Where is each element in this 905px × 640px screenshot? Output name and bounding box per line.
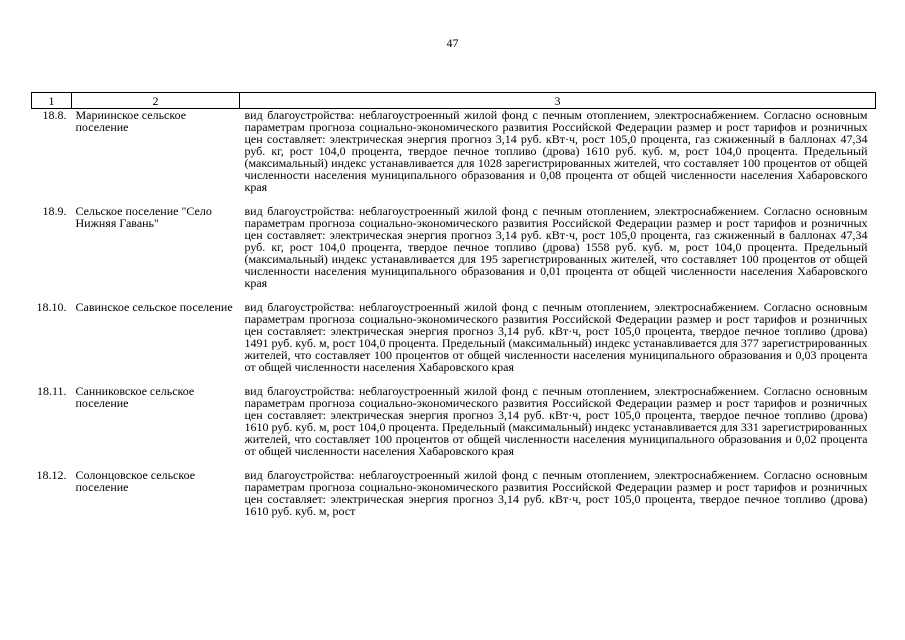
column-header-description: 3: [240, 93, 876, 109]
settlement-name: Савинское сельское поселение: [75, 300, 233, 314]
table-row: [32, 301, 876, 385]
row-number: 18.9.: [42, 204, 67, 218]
settlement-description: вид благоустройства: неблагоустроенный жилой фонд с печным отоплением, электроснабжением. Согласно основным параметрам прогноза социально-экономического развития Российской Федерации размер и рост тарифов и розничных цен составляет: электрическая энергия прогноз 3,14 руб. кВт·ч, рост 105,0 процента, газ сжиженный в баллонах 47,34 руб. кг, рост 104,0 процента, твердое печное топливо (дрова) 1558 руб. куб. м, рост 104,0 процента. Предельный (максимальный) индекс устанавливается для 195 зарегистрированных жителей, что составляет 100 процентов от общей численности населения муниципального образования и 0,01 процента от общей численности населения Хабаровского края: [244, 204, 868, 290]
settlement-description: вид благоустройства: неблагоустроенный жилой фонд с печным отоплением, электроснабжением. Согласно основным параметрам прогноза социально-экономического развития Российской Федерации размер и рост тарифов и розничных цен составляет: электрическая энергия прогноз 3,14 руб. кВт·ч, рост 105,0 процента, твердое печное топливо (дрова) 1610 руб. куб. м, рост: [244, 468, 868, 518]
page-number: 47: [446, 36, 459, 50]
column-header-number: 1: [32, 93, 72, 109]
table-row: [32, 385, 876, 469]
settlement-name: Мариинское сельское поселение: [75, 108, 187, 134]
settlement-description: вид благоустройства: неблагоустроенный жилой фонд с печным отоплением, электроснабжением. Согласно основным параметрам прогноза социально-экономического развития Российской Федерации размер и рост тарифов и розничных цен составляет: электрическая энергия прогноз 3,14 руб. кВт·ч, рост 105,0 процента, твердое печное топливо (дрова) 1610 руб. куб. м, рост 104,0 процента. Предельный (максимальный) индекс устанавливается для 331 зарегистрированных жителей, что составляет 100 процентов от общей численности населения муниципального образования и 0,02 процента от общей численности населения Хабаровского края: [244, 384, 868, 458]
settlement-name: Солонцовское сельское поселение: [75, 468, 196, 494]
row-number: 18.11.: [36, 384, 67, 398]
settlement-name: Сельское поселение "Село Нижняя Гавань": [75, 204, 212, 230]
settlement-description: вид благоустройства: неблагоустроенный жилой фонд с печным отоплением, электроснабжением. Согласно основным параметрам прогноза социально-экономического развития Российской Федерации размер и рост тарифов и розничных цен составляет: электрическая энергия прогноз 3,14 руб. кВт·ч, рост 105,0 процента, твердое печное топливо (дрова) 1491 руб. куб. м, рост 104,0 процента. Предельный (максимальный) индекс устанавливается для 377 зарегистрированных жителей, что составляет 100 процентов от общей численности населения муниципального образования и 0,03 процента от общей численности населения Хабаровского края: [244, 300, 868, 374]
row-number: 18.12.: [36, 468, 67, 482]
table-row: [32, 469, 876, 529]
row-number: 18.10.: [36, 300, 67, 314]
row-number: 18.8.: [42, 108, 67, 122]
table-row: [32, 109, 876, 206]
settlement-description: вид благоустройства: неблагоустроенный жилой фонд с печным отоплением, электроснабжением. Согласно основным параметрам прогноза социально-экономического развития Российской Федерации размер и рост тарифов и розничных цен составляет: электрическая энергия прогноз 3,14 руб. кВт·ч, рост 105,0 процента, газ сжиженный в баллонах 47,34 руб. кг, рост 104,0 процента, твердое печное топливо (дрова) 1610 руб. куб. м, рост 104,0 процента. Предельный (максимальный) индекс устанавливается для 1028 зарегистрированных жителей, что составляет 100 процентов от общей численности населения муниципального образования и 0,08 процента от общей численности населения Хабаровского края: [244, 108, 868, 194]
settlement-name: Санниковское сельское поселение: [75, 384, 195, 410]
column-header-name: 2: [72, 93, 240, 109]
table-header-row: [32, 93, 876, 109]
table-row: [32, 205, 876, 301]
indices-table: [31, 92, 876, 529]
